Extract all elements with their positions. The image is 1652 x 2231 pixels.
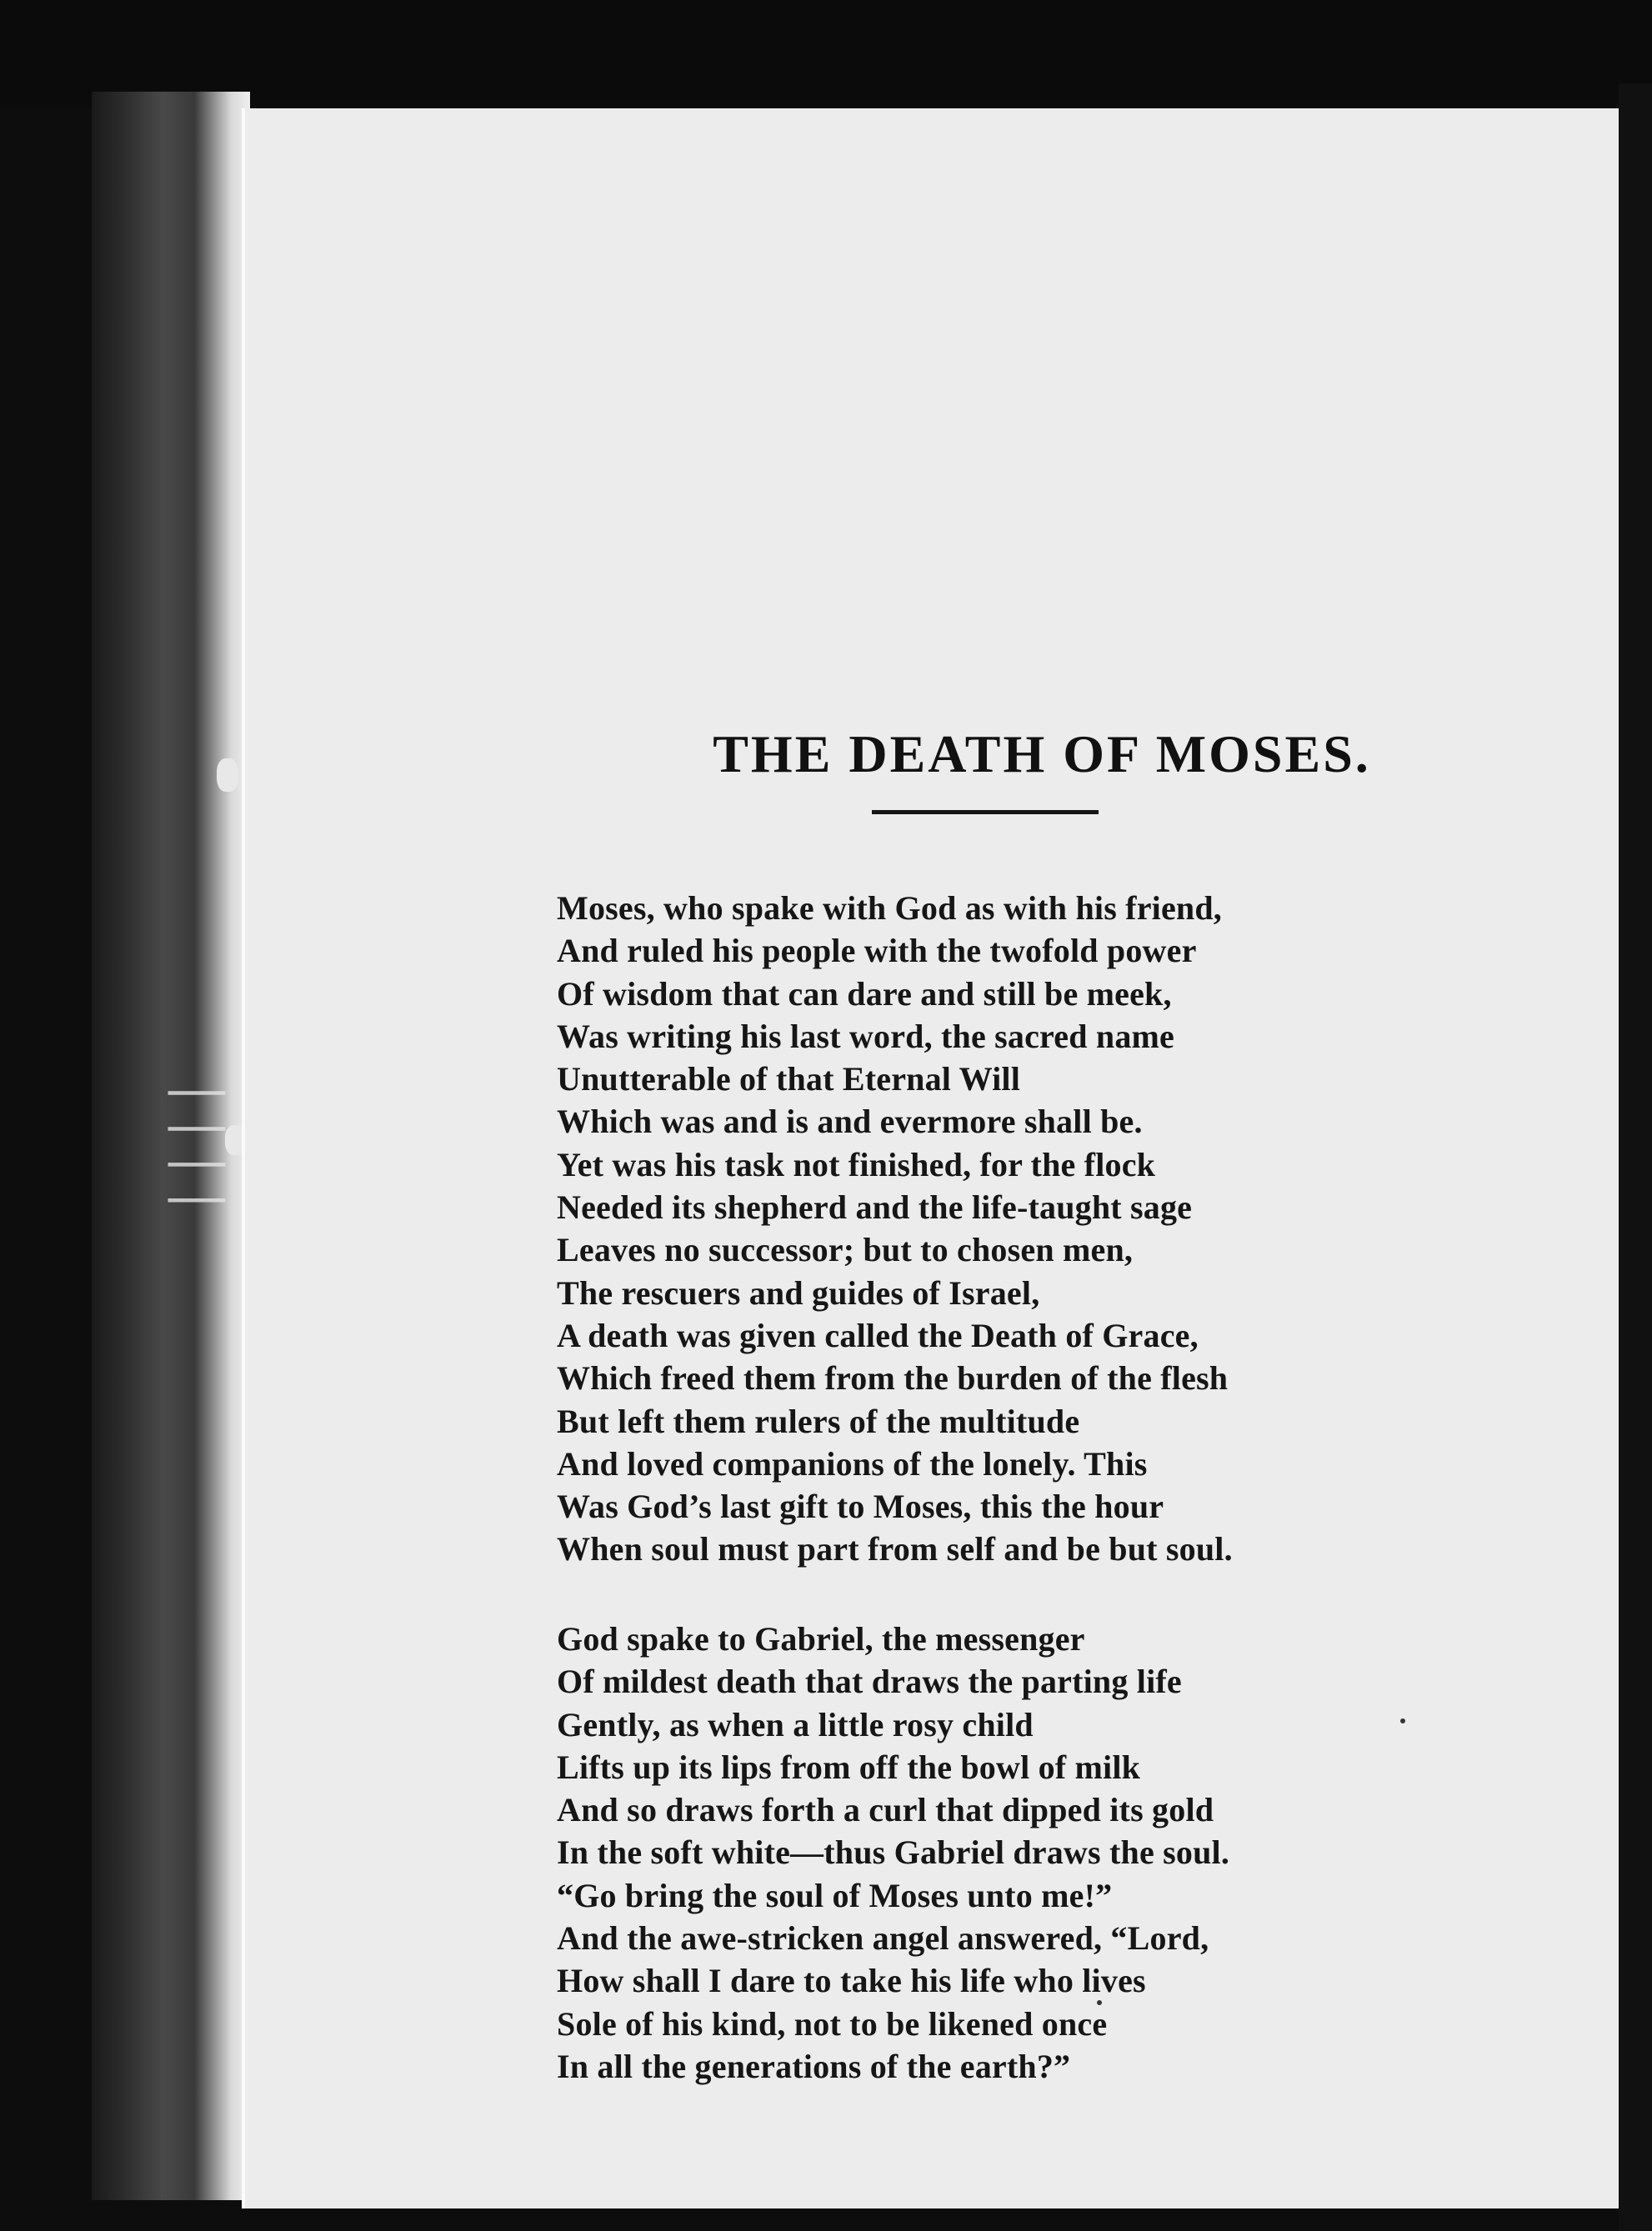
poem-line: But left them rulers of the multitude: [557, 1402, 1080, 1440]
poem-line: How shall I dare to take his life who lives: [557, 1962, 1146, 2000]
poem-line: God spake to Gabriel, the messenger: [557, 1620, 1085, 1658]
ink-speck: [1400, 1718, 1405, 1723]
poem-line: Moses, who spake with God as with his friend,: [557, 889, 1223, 927]
poem-title: THE DEATH OF MOSES.: [713, 723, 1371, 783]
poem-line: The rescuers and guides of Israel,: [557, 1273, 1040, 1312]
poem-line: When soul must part from self and be but soul.: [557, 1530, 1233, 1568]
stanza: [557, 1618, 1229, 2088]
book-page: [242, 108, 1622, 2208]
stanza: [557, 887, 1233, 1571]
poem-line: Sole of his kind, not to be likened once: [557, 2004, 1108, 2043]
poem-line: Was God’s last gift to Moses, this the hour: [557, 1488, 1164, 1526]
poem-line: Of wisdom that can dare and still be meek,: [557, 974, 1172, 1013]
poem-line: And ruled his people with the twofold power: [557, 932, 1197, 970]
poem-line: And so draws forth a curl that dipped its gold: [557, 1791, 1214, 1829]
spine-lettering-text: ││││: [168, 1078, 225, 1222]
poem-line: Of mildest death that draws the parting life: [557, 1663, 1182, 1701]
poem-line: Yet was his task not finished, for the flock: [557, 1145, 1156, 1183]
poem-line: A death was given called the Death of Grace,: [557, 1316, 1199, 1354]
spine-wear-mark: [217, 758, 238, 792]
poem-line: “Go bring the soul of Moses unto me!”: [557, 1876, 1113, 1914]
scan-right-edge: [1619, 83, 1652, 2231]
poem-line: And loved companions of the lonely. This: [557, 1444, 1148, 1483]
ink-speck: [1097, 2000, 1102, 2005]
poem-line: Which freed them from the burden of the flesh: [557, 1359, 1229, 1398]
page-content: [245, 108, 1622, 2208]
title-divider: [872, 810, 1099, 814]
poem-line: Gently, as when a little rosy child: [557, 1705, 1034, 1743]
poem-line: Was writing his last word, the sacred name: [557, 1017, 1174, 1055]
poem-line: Which was and is and evermore shall be.: [557, 1103, 1143, 1141]
poem-line: Leaves no successor; but to chosen men,: [557, 1231, 1134, 1269]
poem-line: Unutterable of that Eternal Will: [557, 1060, 1021, 1098]
poem-line: In all the generations of the earth?”: [557, 2047, 1071, 2085]
poem-line: And the awe-stricken angel answered, “Lord,: [557, 1919, 1209, 1958]
poem-line: In the soft white—thus Gabriel draws the soul.: [557, 1833, 1230, 1872]
poem-line: Lifts up its lips from off the bowl of milk: [557, 1748, 1141, 1786]
spine-lettering: [168, 867, 225, 1433]
poem-line: Needed its shepherd and the life-taught sage: [557, 1188, 1193, 1227]
